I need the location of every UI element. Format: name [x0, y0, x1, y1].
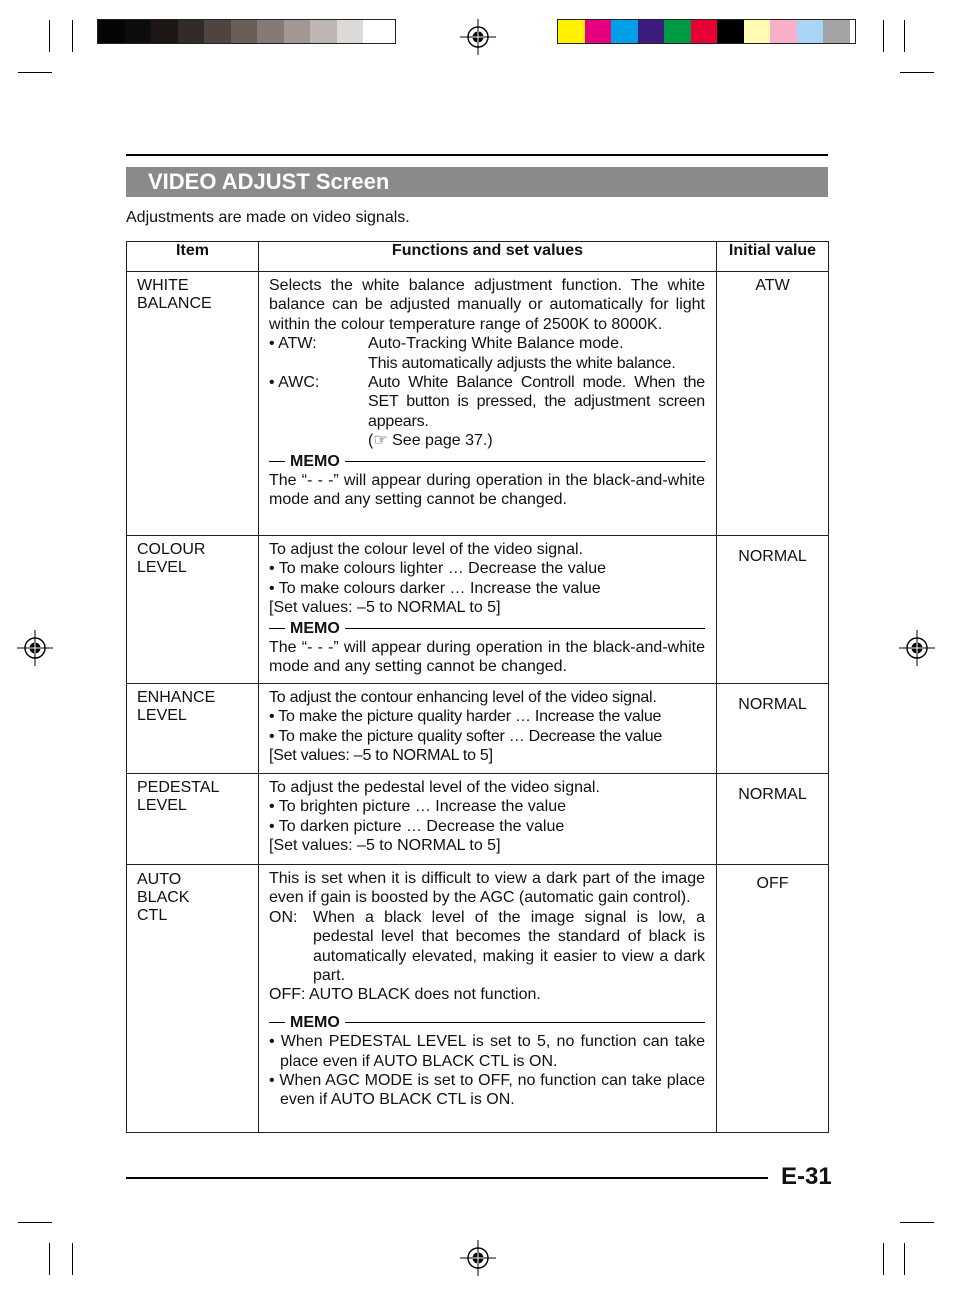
function-line: • To make colours lighter … Decrease the value: [269, 560, 607, 578]
function-line: To adjust the contour enhancing level of the video signal.: [269, 689, 657, 706]
color-swatch: [744, 20, 771, 43]
function-line: • To brighten picture … Increase the value: [269, 798, 567, 816]
see-page-reference: (☞ See page 37.): [368, 432, 493, 450]
color-swatch: [363, 20, 390, 43]
registration-mark-icon: [460, 1240, 496, 1276]
function-line: • To make the picture quality softer … Decrease the value: [269, 727, 663, 745]
item-name-line: COLOUR: [137, 541, 206, 558]
option-key: • ATW:: [269, 335, 317, 353]
option-value: Auto-Tracking White Balance mode.: [368, 335, 624, 353]
crop-mark: [72, 20, 73, 52]
color-swatch: [691, 20, 718, 43]
option-value: This automatically adjusts the white balance.: [368, 354, 676, 372]
intro-text: Adjustments are made on video signals.: [126, 209, 410, 226]
top-rule: [126, 154, 828, 156]
table-row: [127, 865, 829, 1133]
color-swatch: [231, 20, 258, 43]
color-swatch: [204, 20, 231, 43]
item-cell: [127, 865, 259, 1133]
option-awc: [269, 373, 705, 451]
video-adjust-table: [126, 241, 829, 1133]
color-swatch: [823, 20, 850, 43]
table-row: [127, 272, 829, 536]
registration-mark-icon: [460, 19, 496, 55]
bottom-rule: [126, 1177, 768, 1179]
function-cell: [259, 536, 717, 684]
color-swatch: [151, 20, 178, 43]
option-atw: [269, 334, 705, 373]
initial-value: NORMAL: [717, 536, 829, 684]
item-name-line: AUTO: [137, 871, 182, 888]
item-cell: [127, 536, 259, 684]
memo-heading: [269, 1013, 705, 1032]
item-name-line: LEVEL: [137, 797, 187, 814]
header-item: Item: [127, 242, 259, 272]
color-swatch: [257, 20, 284, 43]
function-cell: [259, 272, 717, 536]
crop-mark: [18, 1222, 52, 1223]
registration-mark-icon: [899, 630, 935, 666]
function-line: [Set values: –5 to NORMAL to 5]: [269, 747, 493, 765]
crop-mark: [904, 1243, 905, 1275]
function-line: To adjust the colour level of the video signal.: [269, 541, 583, 558]
table-row: [127, 774, 829, 865]
color-swatch: [717, 20, 744, 43]
description: This is set when it is difficult to view a dark part of the image even if gain is boosted by the AGC (automatic gain control).: [269, 870, 705, 907]
color-swatch: [284, 20, 311, 43]
item-name-line: BALANCE: [137, 295, 212, 312]
item-name-line: CTL: [137, 907, 168, 924]
table-row: [127, 536, 829, 684]
initial-value: NORMAL: [717, 684, 829, 774]
item-name-line: PEDESTAL: [137, 779, 220, 796]
item-name-line: ENHANCE: [137, 689, 216, 706]
function-line: • To make the picture quality harder … Increase the value: [269, 708, 662, 726]
see-page-text: See page 37.): [387, 432, 493, 450]
function-line: • To make colours darker … Increase the value: [269, 579, 601, 597]
memo-heading: [269, 452, 705, 471]
off-line: OFF: AUTO BLACK does not function.: [269, 986, 541, 1004]
header-functions: Functions and set values: [259, 242, 717, 272]
memo-item: • When AGC MODE is set to OFF, no function can take place even if AUTO BLACK CTL is ON.: [269, 1072, 705, 1109]
color-swatch: [611, 20, 638, 43]
crop-mark: [904, 20, 905, 52]
color-swatch: [98, 20, 125, 43]
gray-scale-bar: [97, 19, 396, 44]
color-swatch: [770, 20, 797, 43]
memo-item: • When PEDESTAL LEVEL is set to 5, no function can take place even if AUTO BLACK CTL is ON.: [269, 1033, 705, 1070]
memo-heading: [269, 619, 705, 638]
section-title: VIDEO ADJUST Screen: [126, 167, 828, 197]
function-line: • To darken picture … Decrease the value: [269, 817, 565, 835]
function-cell: [259, 684, 717, 774]
color-swatch: [638, 20, 665, 43]
option-value: Auto White Balance Controll mode. When the SET button is pressed, the adjustment screen appears.: [368, 374, 705, 430]
color-swatch: [125, 20, 152, 43]
function-cell: [259, 865, 717, 1133]
table-row: [127, 684, 829, 774]
crop-mark: [49, 1243, 50, 1275]
header-initial: Initial value: [717, 242, 829, 272]
option-value: When a black level of the image signal is low, a pedestal level that becomes the standard of black is automatically elevated, making it easier to view a dark part.: [313, 908, 705, 985]
function-line: [Set values: –5 to NORMAL to 5]: [269, 599, 501, 617]
function-line: To adjust the pedestal level of the video signal.: [269, 779, 600, 796]
memo-label: MEMO: [290, 452, 340, 470]
crop-mark: [900, 1222, 934, 1223]
initial-value: OFF: [717, 865, 829, 1133]
description: Selects the white balance adjustment function. The white balance can be adjusted manually or automatically for light within the colour temperature range of 2500K to 8000K.: [269, 277, 705, 333]
crop-mark: [883, 20, 884, 52]
color-swatch: [797, 20, 824, 43]
crop-mark: [883, 1243, 884, 1275]
crop-mark: [900, 72, 934, 73]
color-swatch: [310, 20, 337, 43]
pointing-hand-icon: ☞: [373, 432, 388, 450]
registration-mark-icon: [17, 630, 53, 666]
option-on: [269, 908, 705, 986]
page-number: E-31: [781, 1163, 832, 1190]
color-swatch: [585, 20, 612, 43]
color-bar: [557, 19, 856, 44]
item-cell: [127, 272, 259, 536]
memo-text: The “- - -” will appear during operation in the black-and-white mode and any setting cannot be changed.: [269, 472, 705, 509]
table-header-row: [127, 242, 829, 272]
item-name-line: LEVEL: [137, 707, 187, 724]
crop-mark: [72, 1243, 73, 1275]
item-name-line: WHITE: [137, 277, 189, 294]
crop-mark: [18, 72, 52, 73]
color-swatch: [664, 20, 691, 43]
item-cell: [127, 684, 259, 774]
color-swatch: [558, 20, 585, 43]
memo-label: MEMO: [290, 619, 340, 637]
item-name-line: LEVEL: [137, 559, 187, 576]
memo-label: MEMO: [290, 1013, 340, 1031]
crop-mark: [49, 20, 50, 52]
initial-value: ATW: [717, 272, 829, 536]
item-cell: [127, 774, 259, 865]
memo-text: The “- - -” will appear during operation in the black-and-white mode and any setting cannot be changed.: [269, 639, 705, 676]
item-name-line: BLACK: [137, 889, 190, 906]
color-swatch: [178, 20, 205, 43]
option-key: ON:: [269, 908, 298, 926]
option-key: • AWC:: [269, 374, 320, 392]
initial-value: NORMAL: [717, 774, 829, 865]
function-line: [Set values: –5 to NORMAL to 5]: [269, 837, 501, 855]
function-cell: [259, 774, 717, 865]
color-swatch: [337, 20, 364, 43]
